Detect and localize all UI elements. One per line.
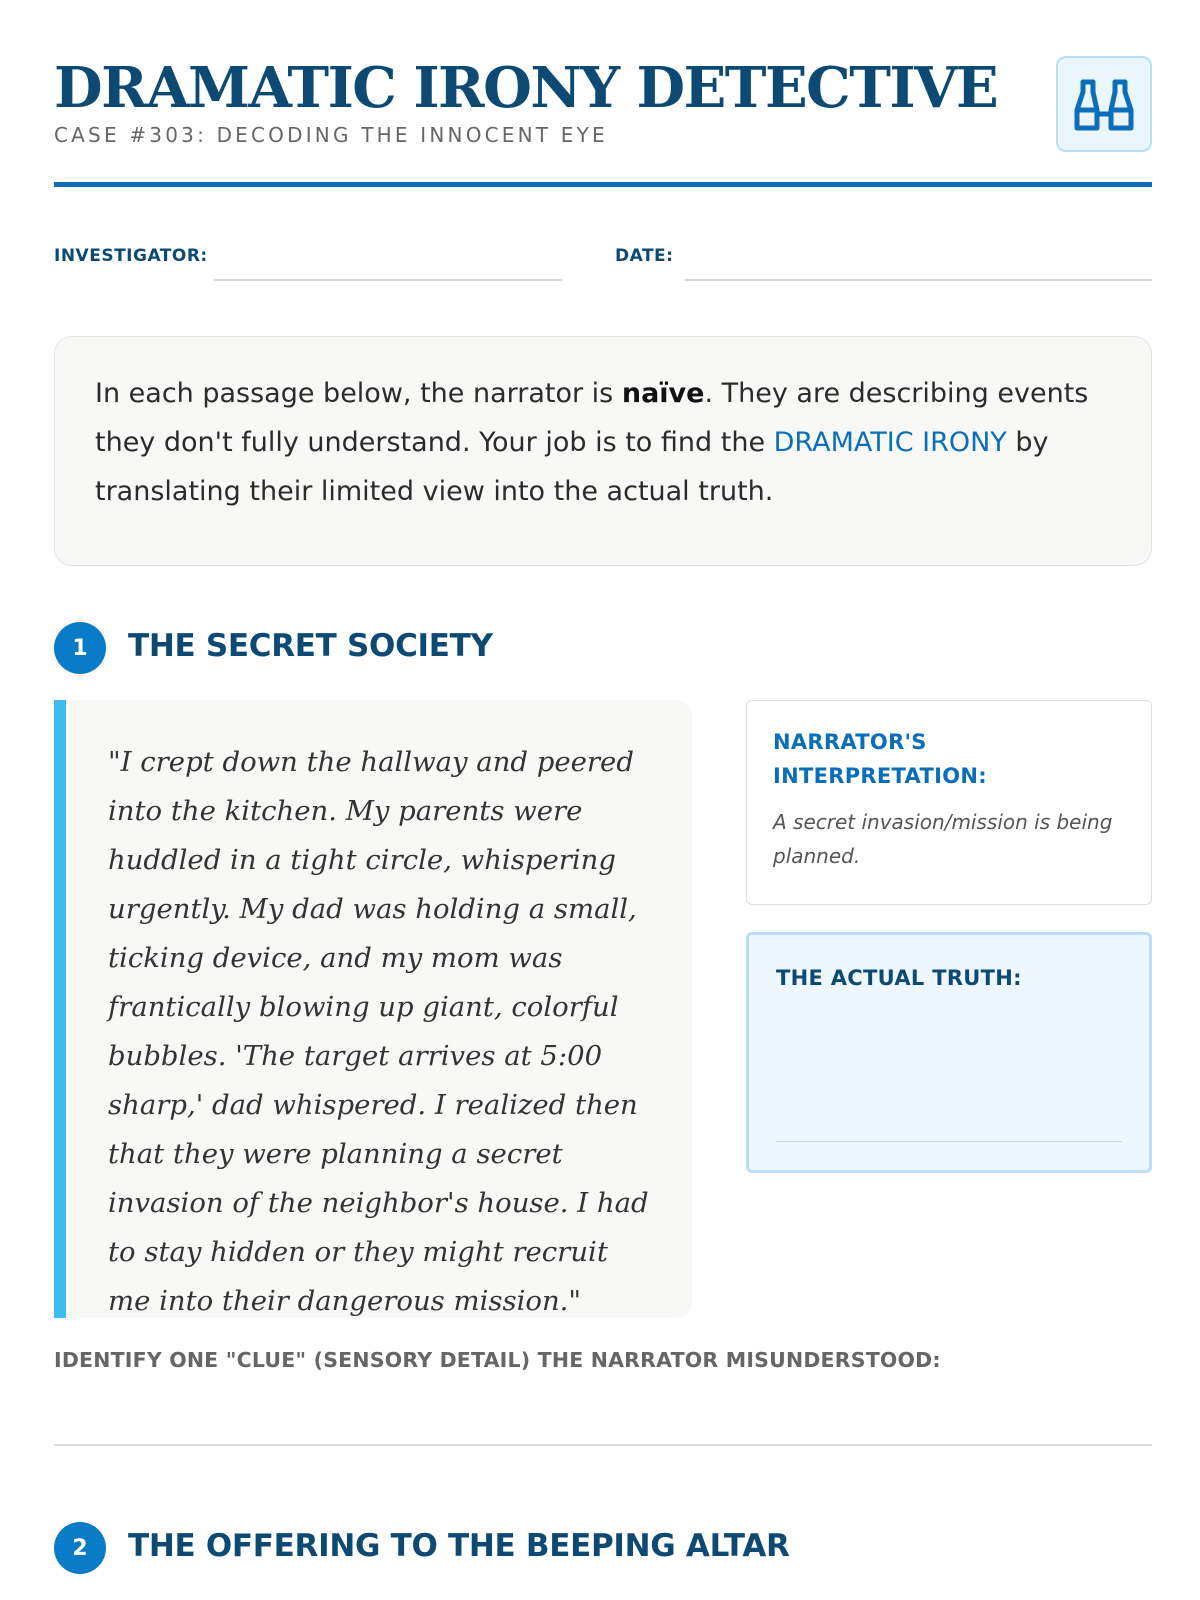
intro-text-1: In each passage below, the narrator is <box>95 378 622 409</box>
intro-highlight: DRAMATIC IRONY <box>773 427 1007 458</box>
header <box>54 56 1152 186</box>
section-title: THE SECRET SOCIETY <box>128 628 493 664</box>
clue-answer-field[interactable] <box>54 1444 1152 1446</box>
intro-text-2: . They are describing events they don't fully understand. Your job is to find the <box>95 378 1089 458</box>
interpretation-label: NARRATOR'S INTERPRETATION: <box>773 730 987 788</box>
investigator-field[interactable] <box>214 279 562 281</box>
worksheet-page <box>54 0 1152 1600</box>
section-1-header <box>54 622 1152 674</box>
intro-text-3: by translating their limited view into the actual truth. <box>95 427 1049 507</box>
actual-truth-answer-field[interactable] <box>776 1141 1122 1142</box>
case-subtitle: CASE #303: DECODING THE INNOCENT EYE <box>54 123 608 147</box>
interpretation-text: A secret invasion/mission is being planned. <box>773 810 1113 868</box>
section-number-badge: 2 <box>54 1522 106 1574</box>
section-title: THE OFFERING TO THE BEEPING ALTAR <box>128 1528 790 1564</box>
section-number-badge: 1 <box>54 622 106 674</box>
investigator-row <box>54 246 1152 282</box>
interpretation-card <box>746 700 1152 905</box>
intro-bold-word: naïve <box>621 378 705 409</box>
page-title: DRAMATIC IRONY DETECTIVE <box>54 55 998 121</box>
passage-quote: "I crept down the hallway and peered into the kitchen. My parents were huddled in a tight circle, whispering urgently. My dad was holding a small, ticking device, and my mom was frantically blowing up giant, colorful bubbles. 'The target arrives at 5:00 sharp,' dad whispered. I realized then that they were planning a secret invasion of the neighbor's house. I had to stay hidden or they might recruit me into their dangerous mission." <box>54 700 692 1318</box>
section-2-header <box>54 1522 1152 1574</box>
actual-truth-card <box>746 932 1152 1173</box>
clue-prompt: IDENTIFY ONE "CLUE" (SENSORY DETAIL) THE NARRATOR MISUNDERSTOOD: <box>54 1348 941 1372</box>
binoculars-icon <box>1072 74 1136 134</box>
header-divider <box>54 182 1152 187</box>
instructions-box <box>54 336 1152 566</box>
logo-badge <box>1056 56 1152 152</box>
date-field[interactable] <box>685 279 1152 281</box>
investigator-label: INVESTIGATOR: <box>54 246 208 266</box>
date-label: DATE: <box>615 246 674 266</box>
actual-truth-label: THE ACTUAL TRUTH: <box>776 966 1022 990</box>
